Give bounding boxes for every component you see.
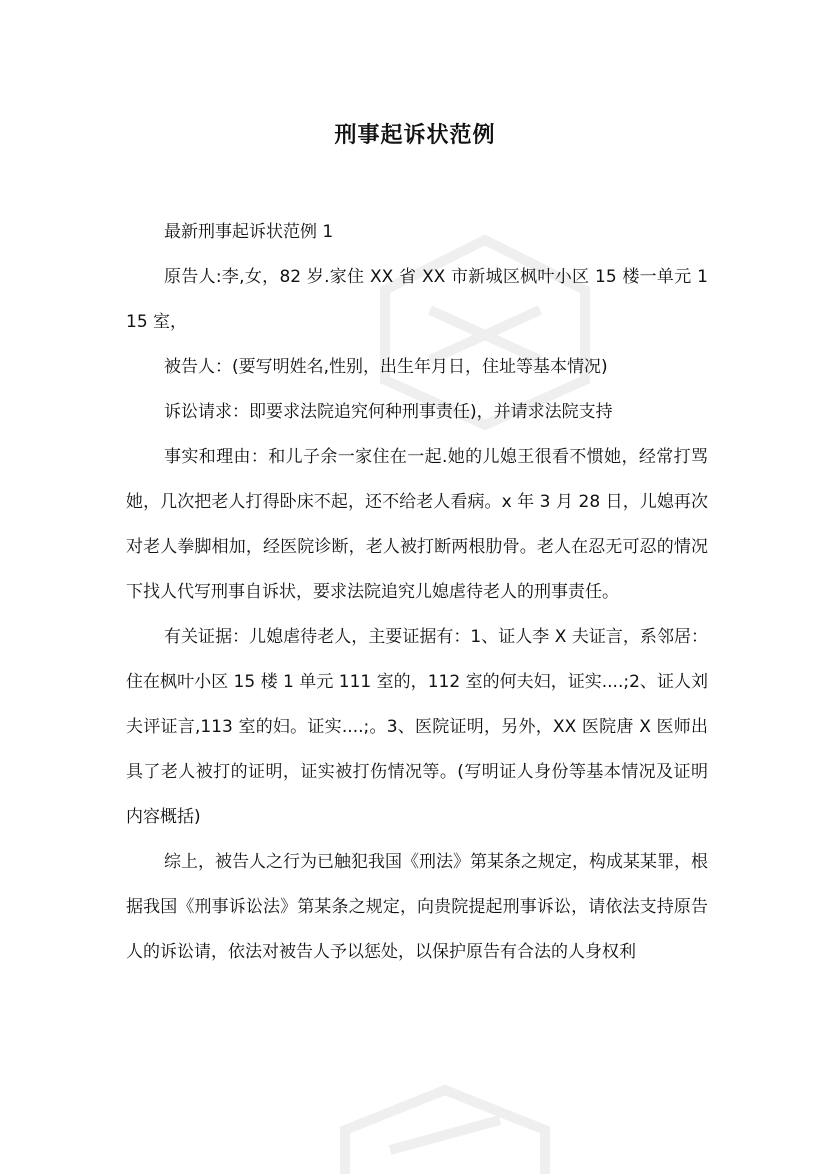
document-title: 刑事起诉状范例 bbox=[334, 123, 496, 148]
paragraph-plaintiff: 原告人:李,女，82 岁.家住 XX 省 XX 市新城区枫叶小区 15 楼一单元 115 室， bbox=[126, 267, 708, 332]
paragraph-conclusion: 综上，被告人之行为已触犯我国《刑法》第某条之规定，构成某某罪，根据我国《刑事诉讼法》第某条之规定，向贵院提起刑事诉讼，请依法支持原告人的诉讼请，依法对被告人予以惩处，以保护原告有合法的人身权利 bbox=[126, 852, 708, 962]
document-body bbox=[126, 210, 708, 975]
watermark-icon bbox=[330, 1080, 560, 1174]
paragraph-defendant: 被告人：(要写明姓名,性别，出生年月日，住址等基本情况) bbox=[164, 357, 608, 377]
paragraph-evidence: 有关证据：儿媳虐待老人，主要证据有：1、证人李 X 夫证言，系邻居：住在枫叶小区 15 楼 1 单元 111 室的，112 室的何夫妇，证实....;2、证人刘夫评证言,113 室的妇。证实....;。3、医院证明，另外，XX 医院唐 X 医师出具了老人被打的证明，证实被打伤情况等。(写明证人身份等基本情况及证明内容概括) bbox=[126, 627, 708, 827]
paragraph-claims: 诉讼请求：即要求法院追究何种刑事责任)，并请求法院支持 bbox=[164, 402, 613, 422]
paragraph-heading: 最新刑事起诉状范例 1 bbox=[164, 222, 334, 242]
paragraph-facts: 事实和理由：和儿子余一家住在一起.她的儿媳王很看不惯她，经常打骂她，几次把老人打得卧床不起，还不给老人看病。x 年 3 月 28 日，儿媳再次对老人拳脚相加，经医院诊断，老人被打断两根肋骨。老人在忍无可忍的情况下找人代写刑事自诉状，要求法院追究儿媳虐待老人的刑事责任。 bbox=[126, 447, 708, 602]
